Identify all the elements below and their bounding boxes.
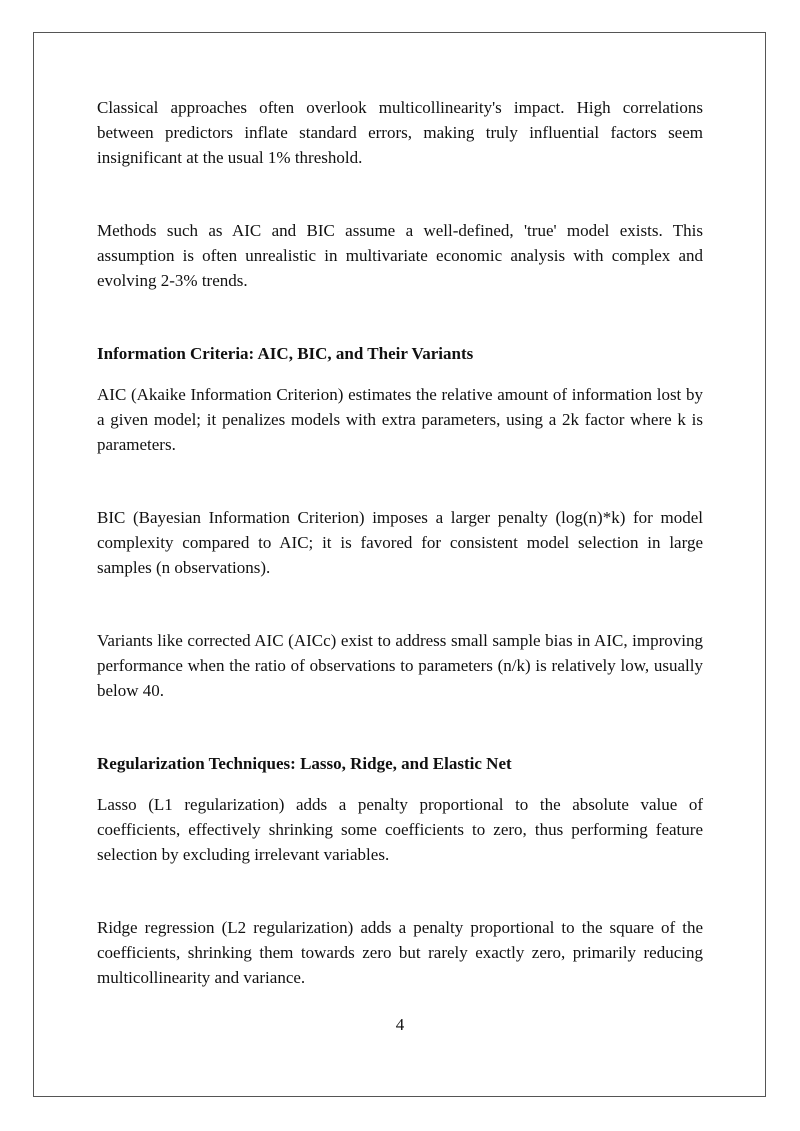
- section-heading-information-criteria: Information Criteria: AIC, BIC, and Their Variants: [97, 344, 474, 363]
- spacer: [97, 293, 703, 341]
- page-number: 4: [395, 1015, 405, 1034]
- section-heading-regularization: Regularization Techniques: Lasso, Ridge, and Elastic Net: [97, 754, 512, 773]
- spacer: [97, 457, 703, 505]
- paragraph-aicc: Variants like corrected AIC (AICc) exist to address small sample bias in AIC, improving performance when the ratio of observations to parameters (n/k) is relatively low, usually below 40.: [97, 631, 703, 700]
- spacer: [97, 366, 703, 382]
- page-content: [97, 95, 703, 990]
- spacer: [97, 580, 703, 628]
- spacer: [97, 776, 703, 792]
- paragraph-lasso: Lasso (L1 regularization) adds a penalty proportional to the absolute value of coefficients, effectively shrinking some coefficients to zero, thus performing feature selection by excluding irrelevant variables.: [97, 795, 703, 864]
- paragraph-multicollinearity: Classical approaches often overlook multicollinearity's impact. High correlations between predictors inflate standard errors, making truly influential factors seem insignificant at the usual 1% threshold.: [97, 98, 703, 167]
- paragraph-aic: AIC (Akaike Information Criterion) estimates the relative amount of information lost by a given model; it penalizes models with extra parameters, using a 2k factor where k is parameters.: [97, 385, 703, 454]
- spacer: [97, 867, 703, 915]
- paragraph-ridge: Ridge regression (L2 regularization) adds a penalty proportional to the square of the coefficients, shrinking them towards zero but rarely exactly zero, primarily reducing multicollinearity and variance.: [97, 918, 703, 987]
- spacer: [97, 703, 703, 751]
- spacer: [97, 170, 703, 218]
- paragraph-bic: BIC (Bayesian Information Criterion) imposes a larger penalty (log(n)*k) for model complexity compared to AIC; it is favored for consistent model selection in large samples (n observations).: [97, 508, 703, 577]
- paragraph-aic-bic-assumption: Methods such as AIC and BIC assume a well-defined, 'true' model exists. This assumption is often unrealistic in multivariate economic analysis with complex and evolving 2-3% trends.: [97, 221, 703, 290]
